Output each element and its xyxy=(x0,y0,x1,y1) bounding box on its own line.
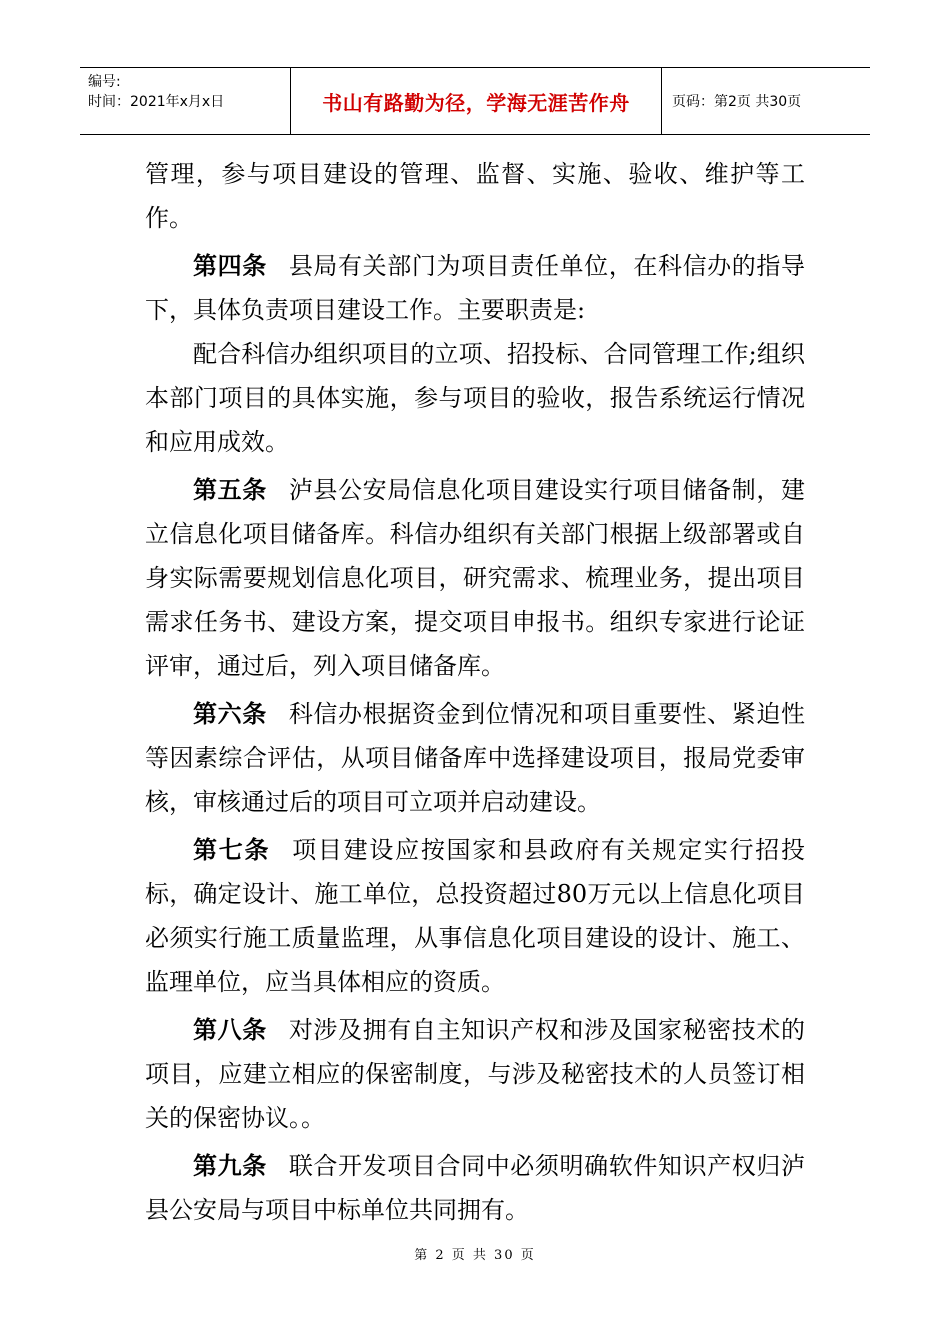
article-9-text: 联合开发项目合同中必须明确软件知识产权归泸县公安局与项目中标单位共同拥有。 xyxy=(145,1152,806,1224)
doc-time-label: 时间：2021年x月x日 xyxy=(88,94,225,110)
article-8 xyxy=(145,1008,805,1140)
article-7-text: 项目建设应按国家和县政府有关规定实行招投标，确定设计、施工单位，总投资超过80万元以上信息化项目必须实行施工质量监理，从事信息化项目建设的设计、施工、监理单位，应当具体相应的资质。 xyxy=(145,836,806,996)
article-9 xyxy=(145,1144,805,1232)
page-footer: 第 2 页 共 30 页 xyxy=(414,1248,536,1263)
article-7 xyxy=(145,828,805,1004)
article-5-title: 第五条 xyxy=(193,476,267,504)
paragraph-continuation: 管理，参与项目建设的管理、监督、实施、验收、维护等工作。 xyxy=(145,160,805,232)
article-4-title: 第四条 xyxy=(193,252,267,280)
header-motto: 书山有路勤为径，学海无涯苦作舟 xyxy=(291,68,662,134)
article-7-title: 第七条 xyxy=(193,836,271,864)
article-4-duties: 配合科信办组织项目的立项、招投标、合同管理工作;组织本部门项目的具体实施，参与项目的验收，报告系统运行情况和应用成效。 xyxy=(145,340,805,456)
article-6 xyxy=(145,692,805,824)
header-meta xyxy=(80,68,291,134)
article-4 xyxy=(145,244,805,332)
doc-number-label: 编号: xyxy=(88,74,121,90)
article-9-title: 第九条 xyxy=(193,1152,267,1180)
article-6-text: 科信办根据资金到位情况和项目重要性、紧迫性等因素综合评估，从项目储备库中选择建设项目，报局党委审核，审核通过后的项目可立项并启动建设。 xyxy=(145,700,806,816)
article-8-title: 第八条 xyxy=(193,1016,267,1044)
article-5-text: 泸县公安局信息化项目建设实行项目储备制，建立信息化项目储备库。科信办组织有关部门根据上级部署或自身实际需要规划信息化项目，研究需求、梳理业务，提出项目需求任务书、建设方案，提交项目申报书。组织专家进行论证评审，通过后，列入项目储备库。 xyxy=(145,476,806,680)
article-4-text: 县局有关部门为项目责任单位，在科信办的指导下，具体负责项目建设工作。主要职责是: xyxy=(145,252,806,324)
document-body xyxy=(145,152,805,1232)
header-page-info: 页码：第2页 共30页 xyxy=(672,94,802,110)
article-5 xyxy=(145,468,805,688)
page-header xyxy=(80,67,870,135)
article-6-title: 第六条 xyxy=(193,700,267,728)
article-8-text: 对涉及拥有自主知识产权和涉及国家秘密技术的项目，应建立相应的保密制度，与涉及秘密技术的人员签订相关的保密协议。。 xyxy=(145,1016,806,1132)
